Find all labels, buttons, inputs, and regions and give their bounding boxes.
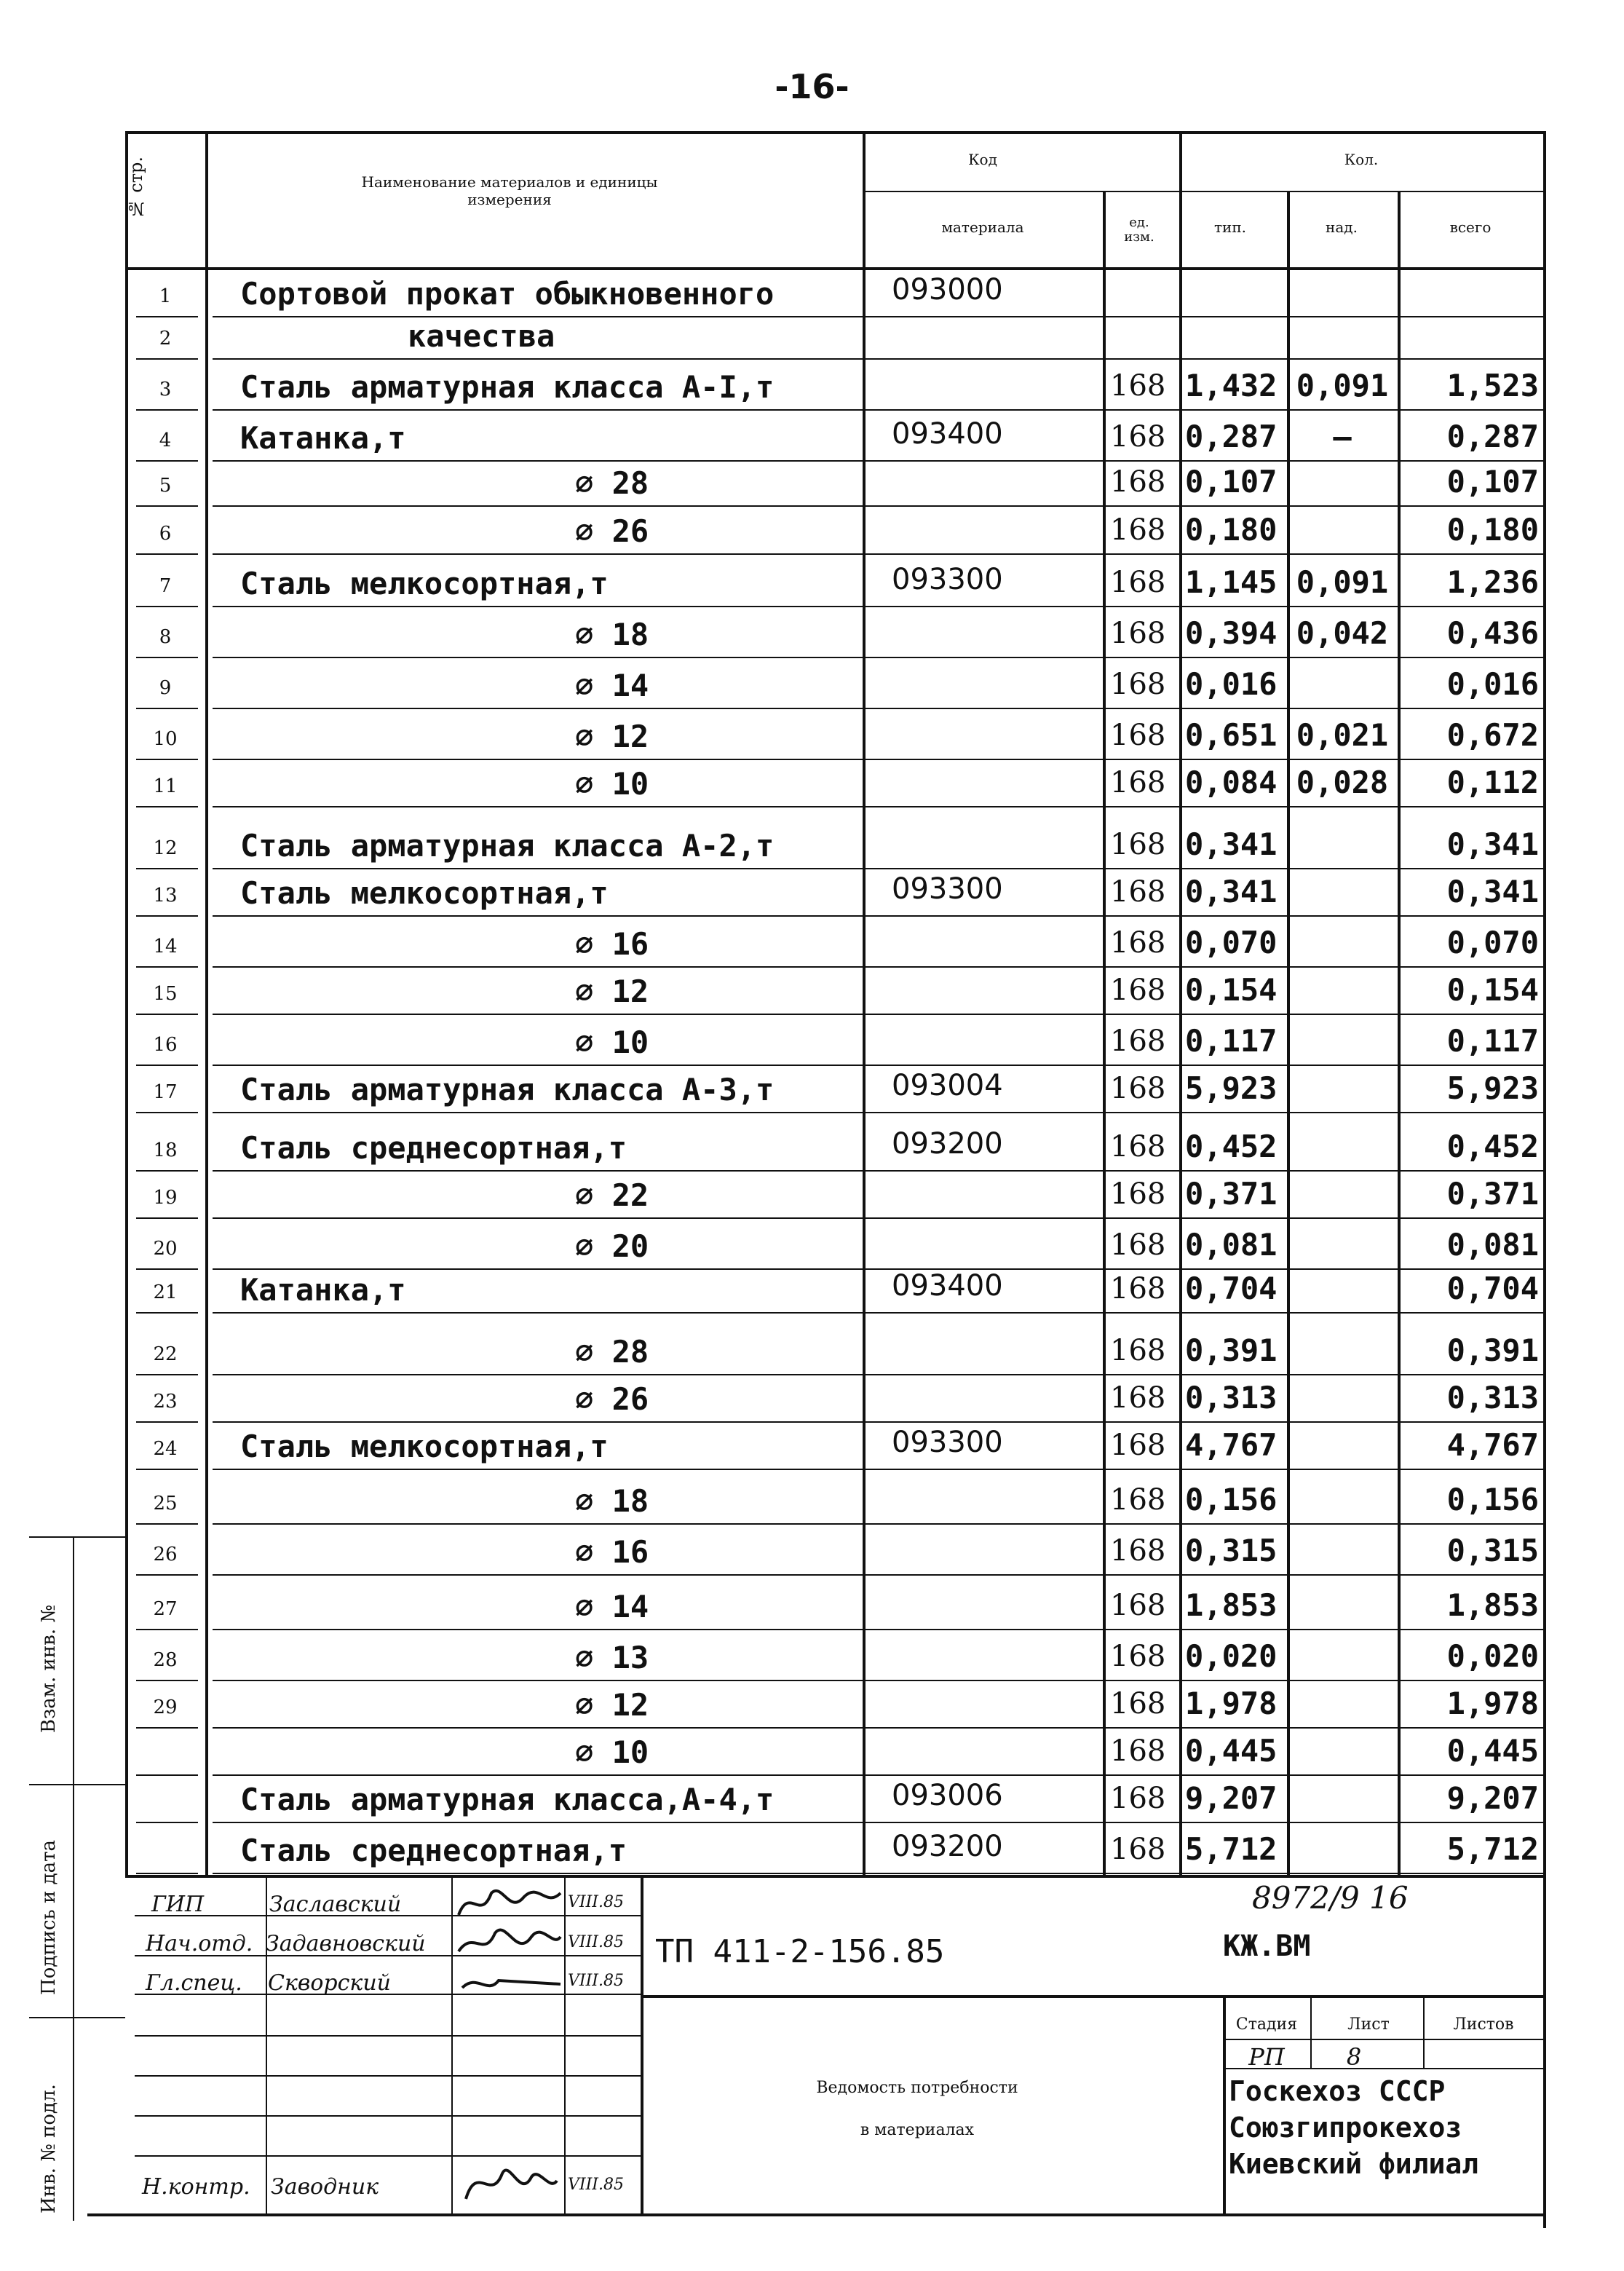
rule-line xyxy=(136,1574,198,1576)
qty-total: 1,853 xyxy=(1446,1587,1539,1623)
material-name: ⌀ 10 xyxy=(575,1734,649,1770)
qty-total: 0,154 xyxy=(1446,972,1539,1008)
material-name: ⌀ 26 xyxy=(575,1381,649,1417)
header-code-unit: ед. изм. xyxy=(1124,215,1154,245)
qty-total: 0,672 xyxy=(1446,717,1539,753)
stage-label: Стадия xyxy=(1235,2015,1298,2034)
material-name: ⌀ 28 xyxy=(575,1334,649,1370)
rule-line xyxy=(213,806,1543,807)
material-code: 093200 xyxy=(892,1830,1003,1863)
material-code: 093004 xyxy=(892,1069,1003,1102)
side-label-inv-replace: Взам. инв. № xyxy=(38,1605,60,1733)
rule-line xyxy=(125,267,1546,270)
header-code-material: материала xyxy=(941,218,1024,236)
rule-line xyxy=(136,1112,198,1113)
sheet-label: Лист xyxy=(1347,2015,1390,2034)
unit-code: 168 xyxy=(1110,1177,1166,1211)
rule-line xyxy=(136,915,198,917)
header-name: Наименование материалов и единицы измерения xyxy=(361,173,658,208)
rule-line xyxy=(213,966,1543,968)
row-number: 5 xyxy=(159,475,172,497)
material-name: ⌀ 18 xyxy=(575,617,649,652)
qty-typical: 0,341 xyxy=(1185,826,1278,862)
qty-total: 0,016 xyxy=(1446,666,1539,702)
material-name: ⌀ 16 xyxy=(575,1534,649,1570)
qty-additional: 0,091 xyxy=(1296,368,1389,403)
material-name: Сталь арматурная класса,А-4,т xyxy=(240,1782,775,1817)
qty-total: 4,767 xyxy=(1446,1427,1539,1463)
qty-total: 0,020 xyxy=(1446,1638,1539,1674)
material-name: Сталь арматурная класса А-2,т xyxy=(240,828,775,864)
rule-line xyxy=(1223,2039,1546,2040)
rule-line xyxy=(29,1536,125,1538)
rule-line xyxy=(863,191,1103,192)
material-name: Катанка,т xyxy=(240,420,406,456)
material-name: Катанка,т xyxy=(240,1272,406,1308)
unit-code: 168 xyxy=(1110,1024,1166,1058)
rule-line xyxy=(213,505,1543,507)
material-name: ⌀ 13 xyxy=(575,1640,649,1675)
row-number: 18 xyxy=(153,1140,178,1161)
rule-line xyxy=(213,1170,1543,1172)
row-number: 2 xyxy=(159,328,172,349)
rule-line xyxy=(136,966,198,968)
qty-typical: 0,107 xyxy=(1185,464,1278,499)
rule-line xyxy=(213,358,1543,360)
rule-line xyxy=(205,131,208,1875)
side-label-inv-orig: Инв. № подл. xyxy=(38,2084,60,2213)
rule-line xyxy=(213,1421,1543,1423)
qty-additional: 0,021 xyxy=(1296,717,1389,753)
signature-date: VIII.85 xyxy=(568,1933,624,1951)
rule-line xyxy=(125,131,1546,134)
side-label-sign-date: Подпись и дата xyxy=(38,1840,60,1995)
qty-typical: 0,315 xyxy=(1185,1533,1278,1568)
header-qty-typical: тип. xyxy=(1213,218,1247,236)
qty-typical: 0,156 xyxy=(1185,1482,1278,1517)
qty-typical: 0,391 xyxy=(1185,1332,1278,1368)
qty-typical: 0,445 xyxy=(1185,1733,1278,1769)
rule-line xyxy=(136,1774,198,1776)
qty-total: 0,452 xyxy=(1446,1129,1539,1164)
rule-line xyxy=(213,1374,1543,1375)
unit-code: 168 xyxy=(1110,926,1166,960)
rule-line xyxy=(1543,131,1546,2228)
qty-typical: 0,016 xyxy=(1185,666,1278,702)
rule-line xyxy=(29,2017,125,2018)
unit-code: 168 xyxy=(1110,1272,1166,1306)
signature-name: Заславский xyxy=(269,1892,402,1917)
rule-line xyxy=(213,1014,1543,1015)
signature-date: VIII.85 xyxy=(568,2176,624,2194)
qty-total: 0,156 xyxy=(1446,1482,1539,1517)
rule-line xyxy=(136,1469,198,1470)
rule-line xyxy=(29,1784,125,1785)
organization-line1: Госкехоз СССР xyxy=(1229,2075,1446,2107)
rule-line xyxy=(213,915,1543,917)
rule-line xyxy=(213,868,1543,869)
row-number: 6 xyxy=(159,523,172,545)
rule-line xyxy=(213,1523,1543,1525)
rule-line xyxy=(136,505,198,507)
sheet-code: КЖ.ВМ xyxy=(1223,1930,1311,1963)
unit-code: 168 xyxy=(1110,1483,1166,1517)
organization-line2: Союзгипрокехоз xyxy=(1229,2112,1462,2144)
material-code: 093400 xyxy=(892,1269,1003,1303)
signature-name: Задавновский xyxy=(266,1931,426,1956)
qty-typical: 5,923 xyxy=(1185,1070,1278,1106)
unit-code: 168 xyxy=(1110,719,1166,752)
rule-line xyxy=(213,1312,1543,1314)
rule-line xyxy=(136,1873,198,1874)
qty-total: 0,313 xyxy=(1446,1380,1539,1415)
material-name: ⌀ 18 xyxy=(575,1483,649,1519)
row-number: 13 xyxy=(153,885,178,907)
qty-typical: 0,081 xyxy=(1185,1227,1278,1263)
qty-total: 0,081 xyxy=(1446,1227,1539,1263)
qty-typical: 0,704 xyxy=(1185,1271,1278,1306)
row-number: 25 xyxy=(153,1493,178,1514)
qty-typical: 9,207 xyxy=(1185,1780,1278,1816)
row-number: 17 xyxy=(153,1081,178,1103)
unit-code: 168 xyxy=(1110,1429,1166,1462)
unit-code: 168 xyxy=(1110,1534,1166,1568)
rule-line xyxy=(87,2213,1546,2216)
material-name: ⌀ 14 xyxy=(575,1589,649,1624)
rule-line xyxy=(136,553,198,555)
header-row-number: № стр. xyxy=(126,157,146,219)
qty-total: 0,704 xyxy=(1446,1271,1539,1306)
row-number: 14 xyxy=(153,936,178,957)
sheet-value: 8 xyxy=(1346,2043,1362,2071)
unit-code: 168 xyxy=(1110,1734,1166,1768)
rule-line xyxy=(136,806,198,807)
rule-line xyxy=(213,708,1543,709)
qty-typical: 0,117 xyxy=(1185,1023,1278,1059)
rule-line xyxy=(1103,191,1546,192)
row-number: 12 xyxy=(153,837,178,859)
rule-line xyxy=(136,1170,198,1172)
qty-typical: 0,154 xyxy=(1185,972,1278,1008)
row-number: 24 xyxy=(153,1438,178,1460)
rule-line xyxy=(73,1536,74,2221)
rule-line xyxy=(1398,191,1401,1875)
rule-line xyxy=(136,1629,198,1630)
unit-code: 168 xyxy=(1110,766,1166,799)
rule-line xyxy=(213,606,1543,607)
qty-total: 0,341 xyxy=(1446,826,1539,862)
rule-line xyxy=(136,708,198,709)
material-code: 093300 xyxy=(892,872,1003,906)
rule-line xyxy=(1423,1995,1425,2068)
rule-line xyxy=(213,1774,1543,1776)
row-number: 9 xyxy=(159,677,172,699)
row-number: 11 xyxy=(153,775,178,797)
material-name: Сталь арматурная класса А-3,т xyxy=(240,1072,775,1107)
row-number: 21 xyxy=(153,1281,178,1303)
qty-total: 5,712 xyxy=(1446,1831,1539,1867)
unit-code: 168 xyxy=(1110,465,1166,499)
rule-line xyxy=(213,1680,1543,1681)
document-title-line2: в материалах xyxy=(860,2121,975,2139)
rule-line xyxy=(136,1523,198,1525)
material-name: Сталь мелкосортная,т xyxy=(240,875,609,911)
rule-line xyxy=(641,1875,643,2213)
material-code: 093300 xyxy=(892,563,1003,596)
header-code: Код xyxy=(968,151,997,168)
rule-line xyxy=(136,358,198,360)
material-name: Сталь мелкосортная,т xyxy=(240,1429,609,1464)
material-name: ⌀ 28 xyxy=(575,465,649,501)
material-code: 093300 xyxy=(892,1426,1003,1459)
qty-total: 0,117 xyxy=(1446,1023,1539,1059)
unit-code: 168 xyxy=(1110,875,1166,909)
unit-code: 168 xyxy=(1110,1130,1166,1164)
rule-line xyxy=(136,1727,198,1729)
row-number: 4 xyxy=(159,430,172,451)
unit-code: 168 xyxy=(1110,420,1166,454)
unit-code: 168 xyxy=(1110,1381,1166,1415)
qty-typical: 1,145 xyxy=(1185,564,1278,600)
qty-typical: 0,287 xyxy=(1185,419,1278,454)
header-qty-additional: над. xyxy=(1326,218,1358,236)
rule-line xyxy=(125,1875,1546,1878)
qty-additional: – xyxy=(1333,419,1352,454)
material-name: качества xyxy=(408,318,555,354)
qty-total: 1,523 xyxy=(1446,368,1539,403)
rule-line xyxy=(136,316,198,317)
qty-typical: 1,853 xyxy=(1185,1587,1278,1623)
material-name: ⌀ 10 xyxy=(575,766,649,802)
rule-line xyxy=(136,1374,198,1375)
qty-typical: 0,313 xyxy=(1185,1380,1278,1415)
material-name: Сортовой прокат обыкновенного xyxy=(240,276,775,312)
row-number: 3 xyxy=(159,379,172,400)
rule-line xyxy=(1103,191,1106,1875)
header-qty-total: всего xyxy=(1449,218,1492,236)
page-number: -16- xyxy=(775,67,849,106)
rule-line xyxy=(213,1629,1543,1630)
signature-name: Заводник xyxy=(271,2174,379,2200)
rule-line xyxy=(125,131,128,1875)
rule-line xyxy=(213,1217,1543,1219)
rule-line xyxy=(213,409,1543,411)
material-code: 093400 xyxy=(892,417,1003,451)
material-name: ⌀ 22 xyxy=(575,1177,649,1213)
archive-number: 8972/9 16 xyxy=(1252,1880,1409,1916)
qty-total: 9,207 xyxy=(1446,1780,1539,1816)
unit-code: 168 xyxy=(1110,566,1166,599)
rule-line xyxy=(1310,1995,1312,2068)
material-name: ⌀ 20 xyxy=(575,1228,649,1264)
sheets-count-label: Листов xyxy=(1453,2015,1514,2034)
row-number: 26 xyxy=(153,1544,178,1565)
unit-code: 168 xyxy=(1110,369,1166,403)
rule-line xyxy=(213,1112,1543,1113)
signature-scribbles xyxy=(451,1879,568,2221)
row-number: 27 xyxy=(153,1598,178,1620)
row-number: 22 xyxy=(153,1343,178,1365)
rule-line xyxy=(213,1065,1543,1066)
rule-line xyxy=(136,1822,198,1823)
rule-line xyxy=(213,316,1543,317)
qty-total: 1,236 xyxy=(1446,564,1539,600)
qty-total: 0,070 xyxy=(1446,925,1539,960)
signature-role: Нач.отд. xyxy=(146,1931,253,1956)
qty-total: 1,978 xyxy=(1446,1686,1539,1721)
qty-typical: 0,394 xyxy=(1185,615,1278,651)
qty-typical: 0,070 xyxy=(1185,925,1278,960)
qty-additional: 0,091 xyxy=(1296,564,1389,600)
unit-code: 168 xyxy=(1110,828,1166,861)
rule-line xyxy=(213,657,1543,658)
rule-line xyxy=(213,1469,1543,1470)
qty-typical: 0,084 xyxy=(1185,765,1278,800)
row-number: 16 xyxy=(153,1034,178,1056)
rule-line xyxy=(136,759,198,760)
row-number: 10 xyxy=(153,728,178,750)
material-name: Сталь арматурная класса А-I,т xyxy=(240,369,775,405)
rule-line xyxy=(136,606,198,607)
unit-code: 168 xyxy=(1110,1640,1166,1673)
material-name: ⌀ 16 xyxy=(575,926,649,962)
rule-line xyxy=(136,657,198,658)
material-code: 093200 xyxy=(892,1127,1003,1161)
signature-name: Скворский xyxy=(268,1970,391,1996)
unit-code: 168 xyxy=(1110,973,1166,1007)
qty-additional: 0,042 xyxy=(1296,615,1389,651)
rule-line xyxy=(136,1421,198,1423)
material-name: ⌀ 12 xyxy=(575,1687,649,1723)
unit-code: 168 xyxy=(1110,1687,1166,1721)
qty-total: 5,923 xyxy=(1446,1070,1539,1106)
material-name: ⌀ 14 xyxy=(575,668,649,703)
row-number: 29 xyxy=(153,1697,178,1718)
signature-date: VIII.85 xyxy=(568,1893,624,1911)
qty-total: 0,180 xyxy=(1446,512,1539,548)
material-name: ⌀ 26 xyxy=(575,513,649,549)
qty-total: 0,445 xyxy=(1446,1733,1539,1769)
qty-typical: 0,651 xyxy=(1185,717,1278,753)
qty-total: 0,371 xyxy=(1446,1176,1539,1212)
material-name: ⌀ 12 xyxy=(575,719,649,754)
rule-line xyxy=(136,868,198,869)
qty-typical: 0,020 xyxy=(1185,1638,1278,1674)
qty-total: 0,315 xyxy=(1446,1533,1539,1568)
signature-role: Н.контр. xyxy=(142,2174,250,2200)
unit-code: 168 xyxy=(1110,513,1166,547)
rule-line xyxy=(136,409,198,411)
qty-typical: 0,371 xyxy=(1185,1176,1278,1212)
qty-typical: 0,452 xyxy=(1185,1129,1278,1164)
signature-role: ГИП xyxy=(151,1892,205,1917)
signature-role: Гл.спец. xyxy=(146,1970,242,1996)
unit-code: 168 xyxy=(1110,1589,1166,1622)
material-code: 093006 xyxy=(892,1779,1003,1812)
unit-code: 168 xyxy=(1110,1228,1166,1262)
qty-total: 0,107 xyxy=(1446,464,1539,499)
row-number: 1 xyxy=(159,285,172,307)
unit-code: 168 xyxy=(1110,1072,1166,1105)
rule-line xyxy=(213,759,1543,760)
qty-typical: 0,180 xyxy=(1185,512,1278,548)
qty-typical: 4,767 xyxy=(1185,1427,1278,1463)
row-number: 19 xyxy=(153,1187,178,1209)
qty-typical: 5,712 xyxy=(1185,1831,1278,1867)
header-quantity: Кол. xyxy=(1344,151,1379,168)
material-name: ⌀ 12 xyxy=(575,973,649,1009)
rule-line xyxy=(863,131,866,1875)
row-number: 20 xyxy=(153,1238,178,1260)
qty-typical: 0,341 xyxy=(1185,874,1278,909)
unit-code: 168 xyxy=(1110,1833,1166,1866)
rule-line xyxy=(213,1574,1543,1576)
rule-line xyxy=(136,1680,198,1681)
rule-line xyxy=(136,1268,198,1270)
document-title-line1: Ведомость потребности xyxy=(816,2079,1018,2097)
row-number: 8 xyxy=(159,626,172,648)
row-number: 28 xyxy=(153,1649,178,1671)
rule-line xyxy=(266,1875,267,2213)
material-name: ⌀ 10 xyxy=(575,1024,649,1060)
qty-total: 0,391 xyxy=(1446,1332,1539,1368)
row-number: 7 xyxy=(159,575,172,597)
row-number: 15 xyxy=(153,983,178,1005)
rule-line xyxy=(136,1217,198,1219)
document-code: ТП 411-2-156.85 xyxy=(655,1933,945,1970)
qty-typical: 1,978 xyxy=(1185,1686,1278,1721)
material-code: 093000 xyxy=(892,273,1003,307)
rule-line xyxy=(213,1873,1543,1874)
rule-line xyxy=(213,1727,1543,1729)
qty-total: 0,112 xyxy=(1446,765,1539,800)
rule-line xyxy=(136,1065,198,1066)
qty-total: 0,436 xyxy=(1446,615,1539,651)
rule-line xyxy=(213,553,1543,555)
qty-typical: 1,432 xyxy=(1185,368,1278,403)
rule-line xyxy=(213,460,1543,462)
rule-line xyxy=(213,1822,1543,1823)
material-name: Сталь среднесортная,т xyxy=(240,1833,627,1868)
rule-line xyxy=(136,1312,198,1314)
rule-line xyxy=(136,460,198,462)
organization-line3: Киевский филиал xyxy=(1229,2148,1479,2180)
unit-code: 168 xyxy=(1110,1782,1166,1815)
rule-line xyxy=(136,1014,198,1015)
material-name: Сталь мелкосортная,т xyxy=(240,566,609,601)
unit-code: 168 xyxy=(1110,1334,1166,1367)
qty-total: 0,341 xyxy=(1446,874,1539,909)
qty-additional: 0,028 xyxy=(1296,765,1389,800)
signature-date: VIII.85 xyxy=(568,1972,624,1990)
unit-code: 168 xyxy=(1110,617,1166,650)
stage-value: РП xyxy=(1248,2043,1285,2071)
rule-line xyxy=(641,1995,1546,1998)
rule-line xyxy=(213,1268,1543,1270)
row-number: 23 xyxy=(153,1391,178,1413)
qty-total: 0,287 xyxy=(1446,419,1539,454)
material-name: Сталь среднесортная,т xyxy=(240,1130,627,1166)
unit-code: 168 xyxy=(1110,668,1166,701)
